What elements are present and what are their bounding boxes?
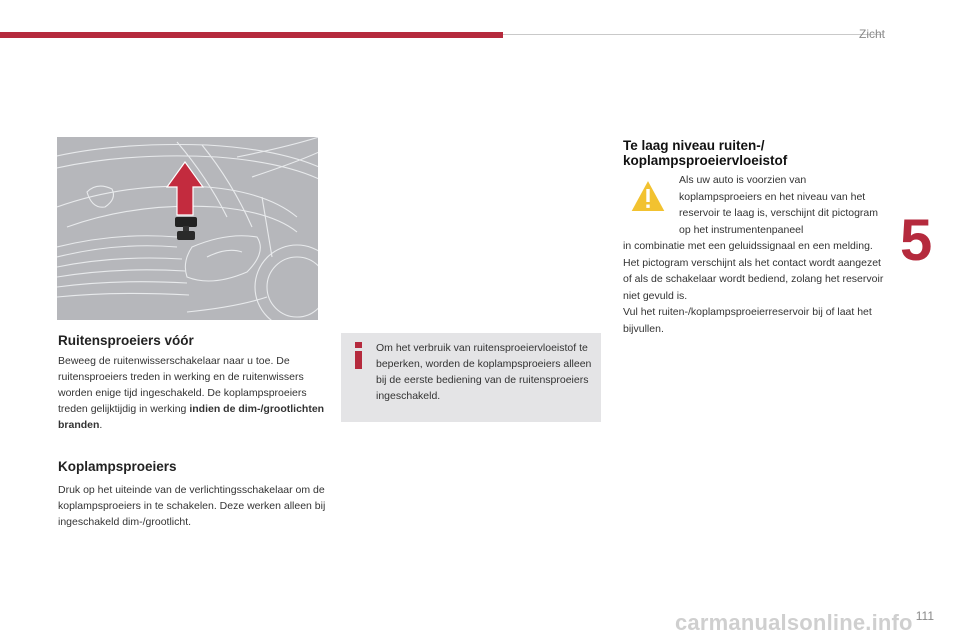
watermark: carmanualsonline.info — [675, 610, 913, 635]
info-box-text: Om het verbruik van ruitensproeiervloeistof te beperken, worden de koplampsproeiers alleen bij de eerste bediening van de ruitensproeiers ingeschakeld. — [376, 342, 592, 402]
warning-icon — [628, 177, 668, 215]
section-title: Zicht — [858, 27, 885, 41]
hood-washer-illustration — [57, 137, 318, 320]
low-level-para-3: Vul het ruiten-/koplampsproeierreservoir bij of laat het bijvullen. — [623, 306, 872, 335]
info-icon — [350, 340, 368, 370]
front-washers-period: . — [99, 419, 103, 431]
headlamp-washers-title: Koplampsproeiers — [58, 459, 177, 474]
low-level-intro: Als uw auto is voorzien van koplampsproeiers en het niveau van het reservoir te laag is, verschijnt dit pictogram op het instrumentenpaneel — [679, 174, 878, 236]
front-washers-text — [58, 353, 328, 433]
low-level-title: Te laag niveau ruiten-/ koplampsproeiervloeistof — [623, 138, 788, 168]
header-accent-bar — [0, 32, 503, 38]
front-washers-condition: indien de dim-/grootlichten branden — [58, 403, 325, 431]
page-number: 111 — [915, 609, 934, 623]
low-level-details — [623, 238, 888, 337]
low-level-para-2: Het pictogram verschijnt als het contact wordt aangezet of als de schakelaar wordt bediend, zolang het reservoir niet gevuld is. — [623, 256, 884, 302]
chapter-number: 5 — [900, 208, 933, 273]
header-divider — [503, 34, 883, 35]
front-washers-title: Ruitensproeiers vóór — [58, 333, 194, 348]
headlamp-washers-text: Druk op het uiteinde van de verlichtingsschakelaar om de koplampsproeiers in te schakelen. Deze werken alleen bij ingeschakeld dim-/grootlicht. — [58, 484, 326, 528]
car-front-drawing — [57, 137, 318, 320]
low-level-continuation: in combinatie met een geluidssignaal en een melding. — [623, 240, 873, 252]
front-washers-body: Beweeg de ruitenwisserschakelaar naar u toe. De ruitensproeiers treden in werking en de ruitenwissers worden enige tijd ingeschakeld. De koplampsproeiers treden gelijktijdig in werking — [58, 355, 307, 415]
